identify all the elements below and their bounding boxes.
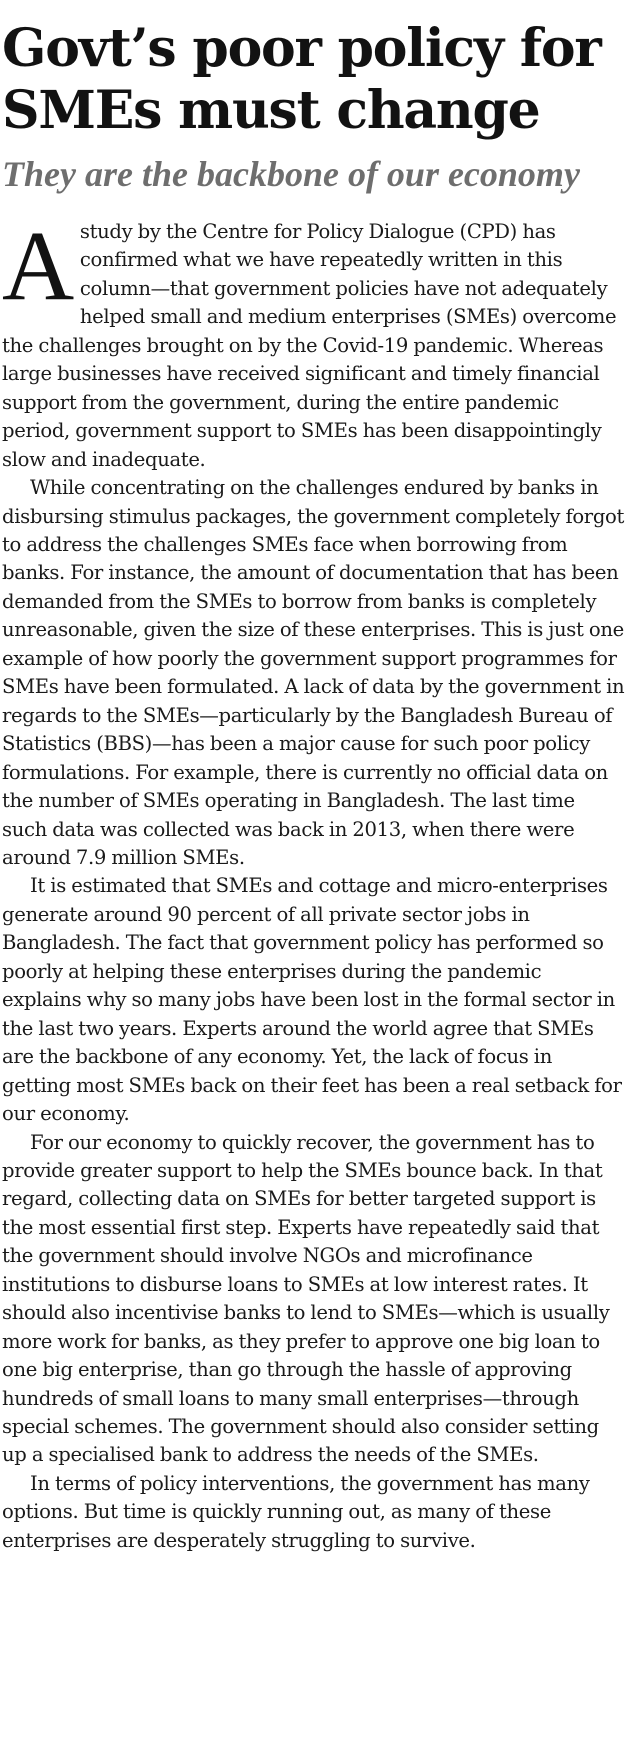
paragraph-4: For our economy to quickly recover, the government has to provide greater support to help the SMEs bounce back. In that regard, collecting data on SMEs for better targeted support is the most essential first step. Experts have repeatedly said that the government should involve NGOs and microfinance institutions to disburse loans to SMEs at low interest rates. It should also incentivise banks to lend to SMEs—which is usually more work for banks, as they prefer to approve one big loan to one big enterprise, than go through the hassle of approving hundreds of small loans to many small enterprises—through special schemes. The government should also consider setting up a specialised bank to address the needs of the SMEs.	[2, 1130, 610, 1467]
paragraph-5: In terms of policy interventions, the government has many options. But time is quickly running out, as many of these enterprises are desperately struggling to survive.	[2, 1471, 590, 1552]
paragraph-3: It is estimated that SMEs and cottage and micro-enterprises generate around 90 percent of all private sector jobs in Bangladesh. The fact that government policy has performed so poorly at helping these enterprises during the pandemic explains why so many jobs have been lost in the formal sector in the last two years. Experts around the world agree that SMEs are the backbone of any economy. Yet, the lack of focus in getting most SMEs back on their feet has been a real setback for our economy.	[2, 874, 622, 1126]
paragraph-1	[2, 210, 625, 474]
drop-cap: A	[2, 210, 74, 321]
paragraph-1-text: study by the Centre for Policy Dialogue (CPD) has confirmed what we have repeatedly written in this column—that government policies have not adequately helped small and medium enterprises (SMEs) overcome the challenges brought on by the Covid-19 pandemic. Whereas large businesses have received significant and timely financial support from the government, during the entire pandemic period, government support to SMEs has been disappointingly slow and inadequate.	[2, 220, 617, 471]
paragraph-2: While concentrating on the challenges endured by banks in disbursing stimulus packages, the government completely forgot to address the challenges SMEs face when borrowing from banks. For instance, the amount of documentation that has been demanded from the SMEs to borrow from banks is completely unreasonable, given the size of these enterprises. This is just one example of how poorly the government support programmes for SMEs have been formulated. A lack of data by the government in regards to the SMEs—particularly by the Bangladesh Bureau of Statistics (BBS)—has been a major cause for such poor policy formulations. For example, there is currently no official data on the number of SMEs operating in Bangladesh. The last time such data was collected was back in 2013, when there were around 7.9 million SMEs.	[2, 476, 625, 869]
article-body	[0, 194, 629, 1555]
headline: Govt’s poor policy for SMEs must change	[2, 18, 601, 141]
subheadline: They are the backbone of our economy	[2, 154, 580, 194]
